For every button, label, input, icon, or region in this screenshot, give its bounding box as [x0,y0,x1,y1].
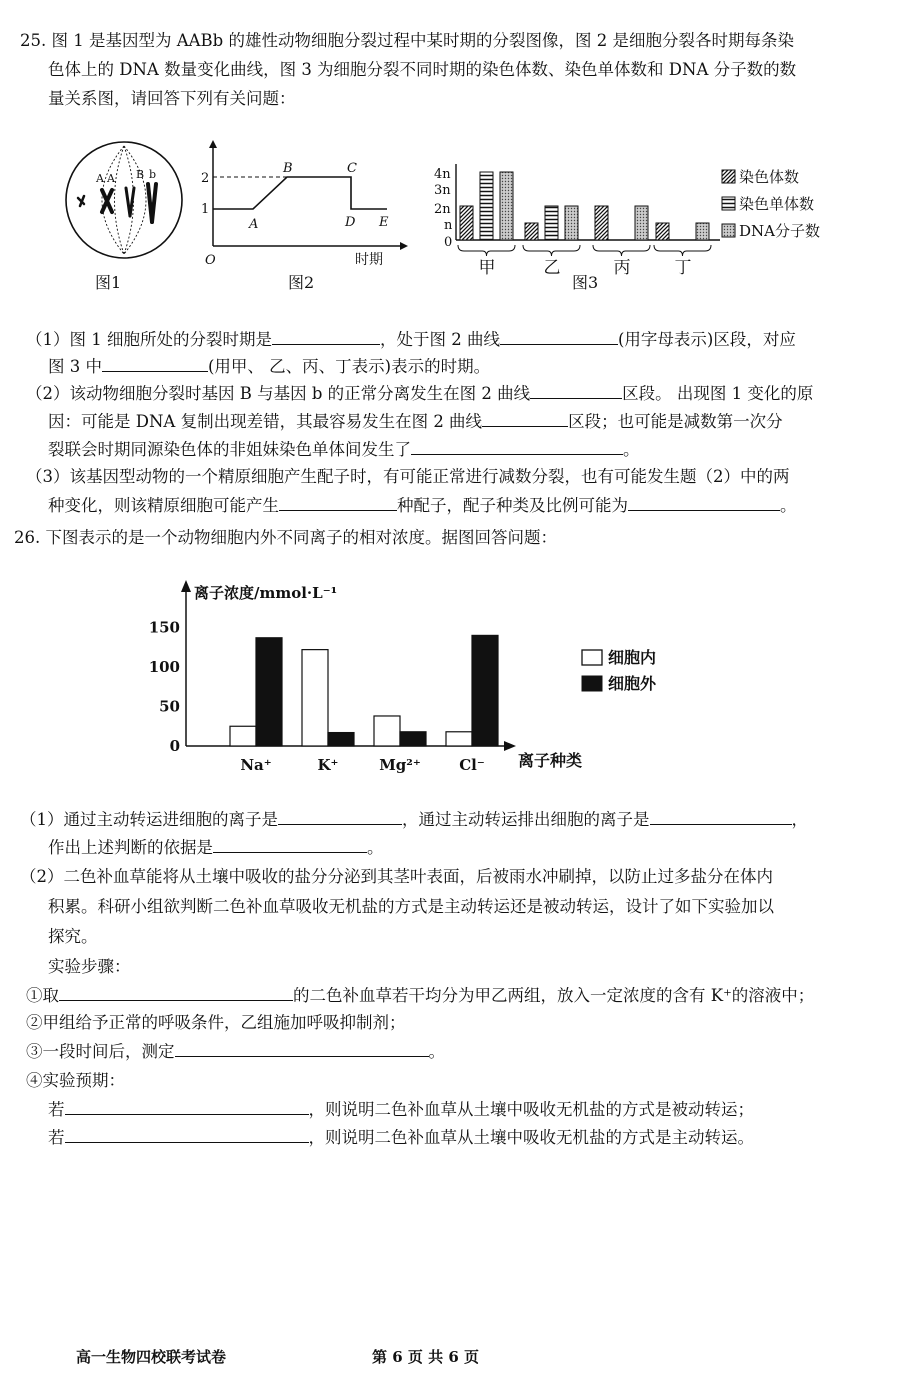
fig3-bar-chromosome-2 [525,223,538,240]
fig3-bar-chromosome-3 [595,206,608,240]
ion-bar-na-outside [256,638,282,746]
fig3-caption: 图3 [572,273,599,292]
fig3-legend-dna: DNA分子数 [739,222,820,240]
fig3-legend-swatch-dna [722,224,735,237]
ion-chart-yticks [149,619,180,756]
answer-blank-5[interactable] [482,410,568,427]
fig2-ytick-1: 1 [201,202,210,217]
q25-sub2-text-a: （2）该动物细胞分裂时基因 B 与基因 b 的正常分离发生在图 2 曲线 [26,384,531,403]
q26-sub1-text-c: ， [791,810,808,829]
q25-stem-line2: 色体上的 DNA 数量变化曲线，图 3 为细胞分裂不同时期的染色体数、染色单体数和 DNA 分子数的数 [48,60,797,79]
fig2-point-a: A [249,217,259,232]
q26-pred2-text-a: 若 [48,1128,65,1147]
fig3-bar-chromatid-2 [545,206,558,240]
q25-sub2-text-c: 因：可能是 DNA 复制出现差错，其最容易发生在图 2 曲线 [48,412,483,431]
answer-blank-15[interactable] [65,1126,309,1143]
answer-blank-14[interactable] [65,1098,309,1115]
q25-sub2-text-e: 裂联会时期同源染色体的非姐妹染色单体间发生了 [48,440,411,459]
q26-sub2-line2: 积累。科研小组欲判断二色补血草吸收无机盐的方式是主动转运还是被动转运，设计了如下实验加以 [48,897,774,916]
ion-chart-ytick-100: 100 [148,658,180,676]
answer-blank-3[interactable] [102,355,208,372]
answer-blank-7[interactable] [279,494,397,511]
q26-step3-text-a: ③一段时间后，测定 [26,1042,175,1061]
fig3-brace-1 [458,245,515,256]
fig3-category-3: 丙 [613,258,631,278]
q25-sub2-line1 [26,382,813,405]
fig3-brace-3 [593,245,650,256]
answer-blank-2[interactable] [500,328,618,345]
fig3-bar-dna-4 [696,223,709,240]
fig3-ytick-n: n [444,218,453,233]
fig3-bar-chart [420,150,860,285]
q26-prediction-1 [48,1098,754,1121]
q26-prediction-2 [48,1126,754,1149]
ion-chart-bars [230,635,498,746]
legend-swatch-inside [582,650,602,665]
fig2-point-e: E [379,215,389,230]
fig3-brace-4 [654,245,711,256]
q26-step4: ④实验预期： [26,1071,125,1090]
fig3-category-4: 丁 [674,258,692,278]
ion-chart-ylabel: 离子浓度/mmol·L⁻¹ [194,584,338,602]
ion-bar-mg-outside [400,732,426,746]
fig3-category-2: 乙 [543,258,561,278]
q25-sub3-text-a: （3）该基因型动物的一个精原细胞产生配子时，有可能正常进行减数分裂，也有可能发生题（2）中的两 [26,467,790,486]
legend-outside: 细胞外 [608,674,657,693]
legend-inside: 细胞内 [608,648,657,667]
fig3-category-1: 甲 [478,258,496,278]
q26-sub2-line3: 探究。 [48,927,98,946]
q26-sub1-text-b: ，通过主动转运排出细胞的离子是 [402,810,650,829]
q26-step1-text-a: ①取 [26,986,59,1005]
q26-step3-text-b: 。 [428,1042,445,1061]
answer-blank-8[interactable] [628,494,780,511]
answer-blank-4[interactable] [530,382,622,399]
q26-step1 [26,984,814,1007]
answer-blank-1[interactable] [272,328,380,345]
ion-chart-xlabel: 离子种类 [518,751,583,770]
ion-bar-cl-outside [472,635,498,746]
answer-blank-13[interactable] [175,1040,429,1057]
q26-sub1-line1 [20,808,808,831]
fig3-ytick-3n: 3n [434,183,451,198]
fig3-brace-2 [523,245,580,256]
ion-category-mg: Mg²⁺ [379,756,421,774]
legend-swatch-outside [582,676,602,691]
fig3-bar-chromosome-1 [460,206,473,240]
q25-sub1-text-d: 图 3 中 [48,357,102,376]
q25-sub2-text-f: 。 [623,440,640,459]
q25-sub2-text-d: 区段；也可能是减数第一次分 [568,412,783,431]
ion-category-k: K⁺ [317,756,339,774]
footer-page-number: 第 6 页 共 6 页 [372,1348,479,1366]
fig2-caption: 图2 [288,273,315,292]
ion-chart-ytick-150: 150 [148,618,180,637]
ion-chart-legend [582,648,657,693]
answer-blank-12[interactable] [59,984,293,1001]
ion-chart-categories [240,756,484,774]
q25-sub2-line3 [48,438,640,461]
fig3-legend-chromosome: 染色体数 [739,168,800,186]
fig1-label-b-lower: b [149,168,157,181]
fig2-point-c: C [347,161,357,176]
q25-sub3-text-c: 种配子，配子种类及比例可能为 [397,496,628,515]
fig3-ytick-4n: 4n [434,167,451,182]
q25-sub3-line1 [26,466,790,488]
q26-pred1-text-b: ，则说明二色补血草从土壤中吸收无机盐的方式是被动转运； [308,1100,754,1119]
fig3-bar-dna-3 [635,206,648,240]
q25-sub1-text-e: (用甲、 乙、丙、丁表示)表示的时期。 [208,357,491,376]
fig1-label-b-upper: B [136,168,145,181]
ion-chart-ytick-0: 0 [169,737,180,755]
fig1-cell-diagram [60,140,190,265]
fig3-legend-swatch-chromatid [722,197,735,210]
ion-bar-k-outside [328,733,354,746]
fig3-legend [722,168,820,240]
q25-sub3-text-b: 种变化，则该精原细胞可能产生 [48,496,279,515]
q25-stem-line3: 量关系图，请回答下列有关问题： [48,89,296,108]
answer-blank-6[interactable] [411,438,623,455]
fig3-legend-chromatid: 染色单体数 [739,195,815,213]
q26-intro: 26. 下图表示的是一个动物细胞内外不同离子的相对浓度。据图回答问题： [14,528,557,547]
q26-sub1-text-d: 作出上述判断的依据是 [48,838,213,857]
fig2-origin: O [205,253,216,268]
ion-bar-mg-inside [374,716,400,746]
q26-sub1-text-e: 。 [367,838,384,857]
fig3-ytick-0: 0 [444,235,453,250]
fig3-legend-swatch-chromosome [722,170,735,183]
fig2-curve-chart [195,140,410,270]
answer-blank-9[interactable] [278,808,402,825]
fig1-label-a2: A [107,172,115,185]
fig3-bar-dna-1 [500,172,513,240]
q25-sub1-line1 [26,328,796,351]
fig3-bar-chromatid-1 [480,172,493,240]
fig1-label-a1: A [96,172,104,185]
fig2-point-b: B [283,161,293,176]
q25-sub3-text-d: 。 [780,496,797,515]
ion-bar-cl-inside [446,732,472,746]
q25-sub1-text-c: (用字母表示)区段，对应 [618,330,796,349]
ion-bar-na-inside [230,726,256,746]
ion-category-cl: Cl⁻ [459,756,485,774]
fig3-bar-chromosome-4 [656,223,669,240]
fig2-ytick-2: 2 [201,171,210,186]
q26-step3 [26,1040,445,1063]
fig1-caption: 图1 [95,273,122,292]
q25-sub3-line2 [48,494,797,517]
q26-sub1-line2 [48,836,384,859]
q26-pred1-text-a: 若 [48,1100,65,1119]
q26-sub2-line1: （2）二色补血草能将从土壤中吸收的盐分分泌到其茎叶表面，后被雨水冲刷掉，以防止过多盐分在体内 [20,867,773,886]
q26-steps-title: 实验步骤： [48,957,131,976]
fig3-bar-dna-2 [565,206,578,240]
ion-bar-k-inside [302,650,328,746]
ion-concentration-chart [148,578,657,783]
answer-blank-11[interactable] [213,836,367,853]
footer-exam-title: 高一生物四校联考试卷 [76,1348,227,1366]
q25-sub1-text-a: （1）图 1 细胞所处的分裂时期是 [26,330,272,349]
q25-sub2-text-b: 区段。 出现图 1 变化的原 [622,384,814,403]
q26-step2: ②甲组给予正常的呼吸条件，乙组施加呼吸抑制剂； [26,1013,406,1032]
q25-stem-line1: 25. 图 1 是基因型为 AABb 的雄性动物细胞分裂过程中某时期的分裂图像，图 2 是细胞分裂各时期每条染 [20,31,794,50]
ion-category-na: Na⁺ [240,756,272,774]
q26-pred2-text-b: ，则说明二色补血草从土壤中吸收无机盐的方式是主动转运。 [308,1128,754,1147]
fig3-bars [460,172,709,240]
answer-blank-10[interactable] [650,808,792,825]
q25-sub1-line2 [48,355,490,378]
ion-chart-ytick-50: 50 [159,697,180,716]
q25-sub1-text-b: ，处于图 2 曲线 [380,330,500,349]
q25-sub2-line2 [48,410,783,433]
q26-sub1-text-a: （1）通过主动转运进细胞的离子是 [20,810,278,829]
fig2-x-label: 时期 [355,252,383,268]
q26-step1-text-b: 的二色补血草若干均分为甲乙两组，放入一定浓度的含有 K⁺的溶液中； [293,986,815,1005]
fig3-ytick-2n: 2n [434,202,451,217]
fig2-point-d: D [345,215,356,230]
